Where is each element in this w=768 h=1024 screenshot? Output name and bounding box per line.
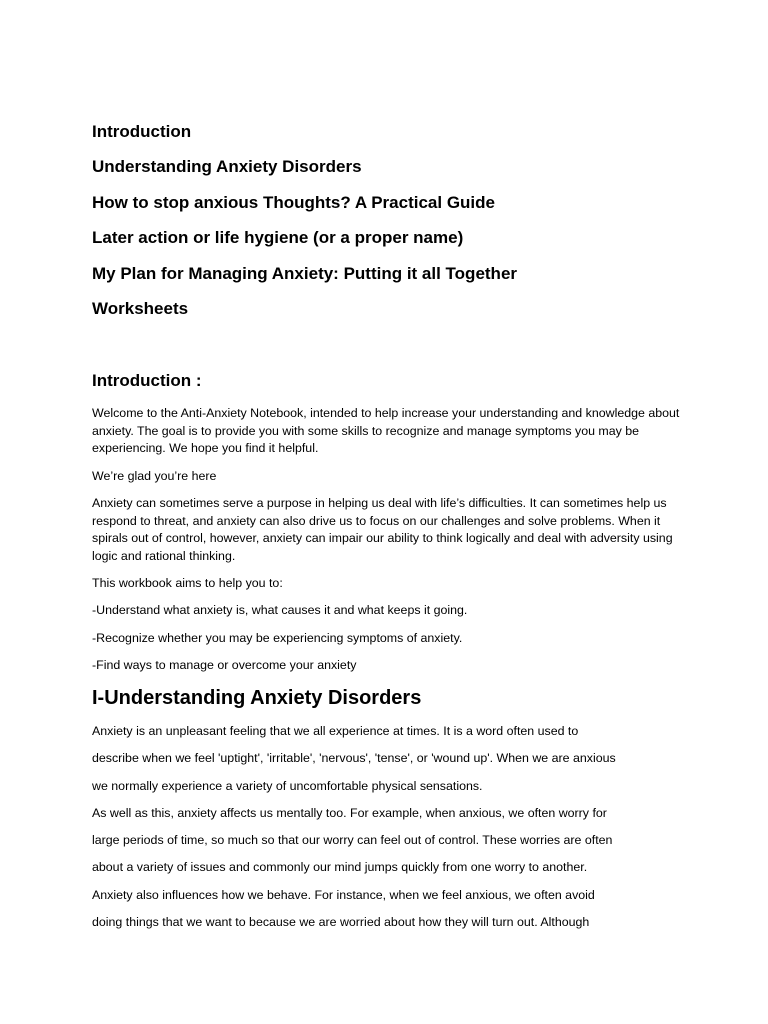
table-of-contents — [92, 120, 517, 332]
body-line: As well as this, anxiety affects us mentally too. For example, when anxious, we often worry for — [92, 805, 607, 820]
intro-paragraph-purpose: Anxiety can sometimes serve a purpose in helping us deal with life’s difficulties. It can sometimes help us respond to threat, and anxiety can also drive us to focus on our challenges and solve problems. When it spirals out of control, however, anxiety can impair our ability to think logically and deal with adversity using logic and rational thinking. — [92, 495, 673, 563]
intro-bullet-understand: -Understand what anxiety is, what causes it and what keeps it going. — [92, 603, 468, 618]
intro-bullet-recognize: -Recognize whether you may be experiencing symptoms of anxiety. — [92, 630, 463, 645]
intro-paragraph-welcome: Welcome to the Anti-Anxiety Notebook, intended to help increase your understanding and knowledge about anxiety. The goal is to provide you with some skills to recognize and manage symptoms you may be experiencing. We hope you find it helpful. — [92, 406, 680, 456]
toc-item-understanding-anxiety: Understanding Anxiety Disorders — [92, 157, 362, 177]
body-line: describe when we feel 'uptight', 'irritable', 'nervous', 'tense', or 'wound up'. When we are anxious — [92, 751, 616, 766]
intro-paragraph-glad: We’re glad you’re here — [92, 468, 217, 483]
intro-paragraph-aims: This workbook aims to help you to: — [92, 576, 283, 591]
body-line: Anxiety is an unpleasant feeling that we all experience at times. It is a word often used to — [92, 724, 579, 738]
body-line: Anxiety also influences how we behave. For instance, when we feel anxious, we often avoid — [92, 887, 595, 902]
intro-bullet-find-ways: -Find ways to manage or overcome your anxiety — [92, 657, 357, 672]
section-body — [92, 720, 682, 938]
body-line: we normally experience a variety of uncomfortable physical sensations. — [92, 778, 483, 793]
toc-item-later-action: Later action or life hygiene (or a proper name) — [92, 228, 464, 248]
introduction-heading: Introduction : — [92, 371, 202, 390]
toc-item-stop-anxious-thoughts: How to stop anxious Thoughts? A Practical Guide — [92, 192, 495, 212]
toc-item-worksheets: Worksheets — [92, 298, 189, 318]
toc-item-my-plan: My Plan for Managing Anxiety: Putting it all Together — [92, 263, 518, 283]
body-line: doing things that we want to because we are worried about how they will turn out. Although — [92, 915, 590, 930]
body-line: large periods of time, so much so that our worry can feel out of control. These worries are often — [92, 833, 613, 848]
section-heading-understanding-anxiety: I-Understanding Anxiety Disorders — [92, 687, 422, 709]
introduction-section — [92, 369, 682, 684]
body-line: about a variety of issues and commonly our mind jumps quickly from one worry to another. — [92, 860, 588, 875]
toc-item-introduction: Introduction — [92, 122, 192, 141]
